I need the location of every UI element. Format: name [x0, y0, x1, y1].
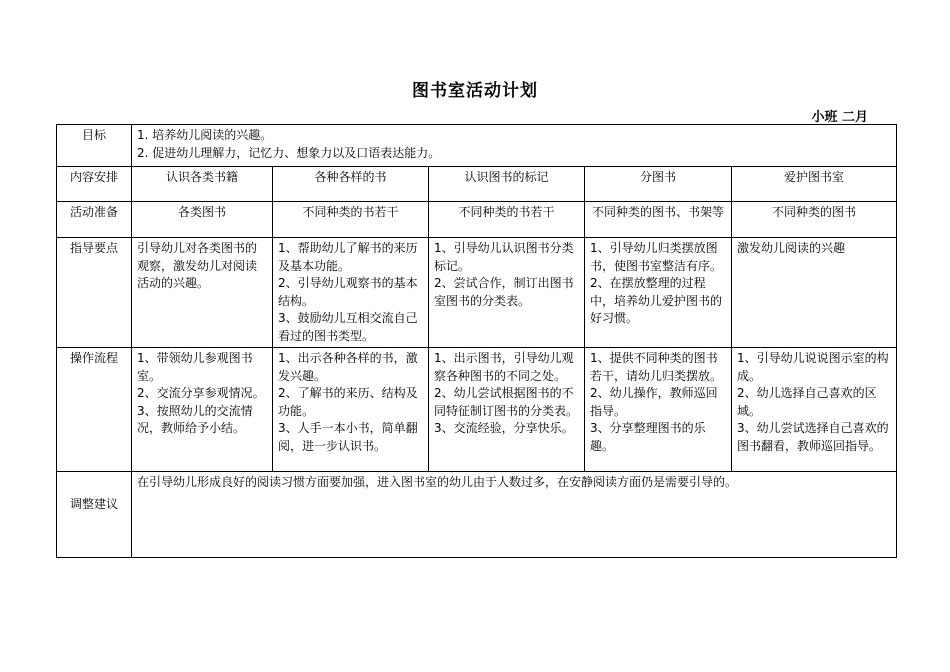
content-row: [57, 167, 897, 202]
page-title: 图书室活动计划: [412, 81, 538, 101]
row-label-content: 内容安排: [57, 167, 132, 202]
guide-cell-4: 1、引导幼儿归类摆放图书，使图书室整洁有序。 2、在摆放整理的过程中，培养幼儿爱护图书的好习惯。: [585, 238, 732, 348]
process-cell-4: 1、提供不同种类的图书若干，请幼儿归类摆放。 2、幼儿操作，教师巡回指导。 3、分享整理图书的乐趣。: [585, 348, 732, 472]
row-label-guide: 指导要点: [57, 238, 132, 348]
goal-cell: [132, 125, 897, 167]
guide-cell-2: 1、帮助幼儿了解书的来历及基本功能。 2、引导幼儿观察书的基本结构。 3、鼓励幼儿互相交流自己看过的图书类型。: [273, 238, 429, 348]
prep-cell-4: 不同种类的图书、书架等: [585, 202, 732, 238]
guide-cell-5: 激发幼儿阅读的兴趣: [732, 238, 897, 348]
content-cell-4: 分图书: [585, 167, 732, 202]
row-label-process: 操作流程: [57, 348, 132, 472]
process-cell-2: 1、出示各种各样的书，激发兴趣。 2、了解书的来历、结构及功能。 3、人手一本小书，简单翻阅，进一步认识书。: [273, 348, 429, 472]
plan-table: [56, 124, 897, 558]
process-row: [57, 348, 897, 472]
row-label-adjust: 调整建议: [57, 472, 132, 558]
adjust-row: [57, 472, 897, 558]
process-cell-1: 1、带领幼儿参观图书室。 2、交流分享参观情况。 3、按照幼儿的交流情况，教师给予小结。: [132, 348, 273, 472]
content-cell-2: 各种各样的书: [273, 167, 429, 202]
process-cell-3: 1、出示图书，引导幼儿观察各种图书的不同之处。 2、幼儿尝试根据图书的不同特征制订图书的分类表。 3、交流经验，分享快乐。: [429, 348, 585, 472]
content-cell-5: 爱护图书室: [732, 167, 897, 202]
prep-cell-1: 各类图书: [132, 202, 273, 238]
prep-cell-5: 不同种类的图书: [732, 202, 897, 238]
content-cell-1: 认识各类书籍: [132, 167, 273, 202]
adjust-cell: 在引导幼儿形成良好的阅读习惯方面要加强，进入图书室的幼儿由于人数过多，在安静阅读方面仍是需要引导的。: [132, 472, 897, 558]
goal-row: [57, 125, 897, 167]
prep-cell-3: 不同种类的书若干: [429, 202, 585, 238]
process-cell-5: 1、引导幼儿说说图示室的构成。 2、幼儿选择自己喜欢的区域。 3、幼儿尝试选择自己喜欢的图书翻看，教师巡回指导。: [732, 348, 897, 472]
row-label-prep: 活动准备: [57, 202, 132, 238]
prep-cell-2: 不同种类的书若干: [273, 202, 429, 238]
goal-line-2: 2. 促进幼儿理解力，记忆力、想象力以及口语表达能力。: [137, 145, 441, 160]
row-label-goal: 目标: [57, 125, 132, 167]
goal-line-1: 1. 培养幼儿阅读的兴趣。: [137, 128, 273, 142]
guide-cell-1: 引导幼儿对各类图书的观察，激发幼儿对阅读活动的兴趣。: [132, 238, 273, 348]
guide-cell-3: 1、引导幼儿认识图书分类标记。 2、尝试合作，制订出图书室图书的分类表。: [429, 238, 585, 348]
class-month-label: 小班 二月: [811, 110, 868, 125]
prep-row: [57, 202, 897, 238]
content-cell-3: 认识图书的标记: [429, 167, 585, 202]
guide-row: [57, 238, 897, 348]
